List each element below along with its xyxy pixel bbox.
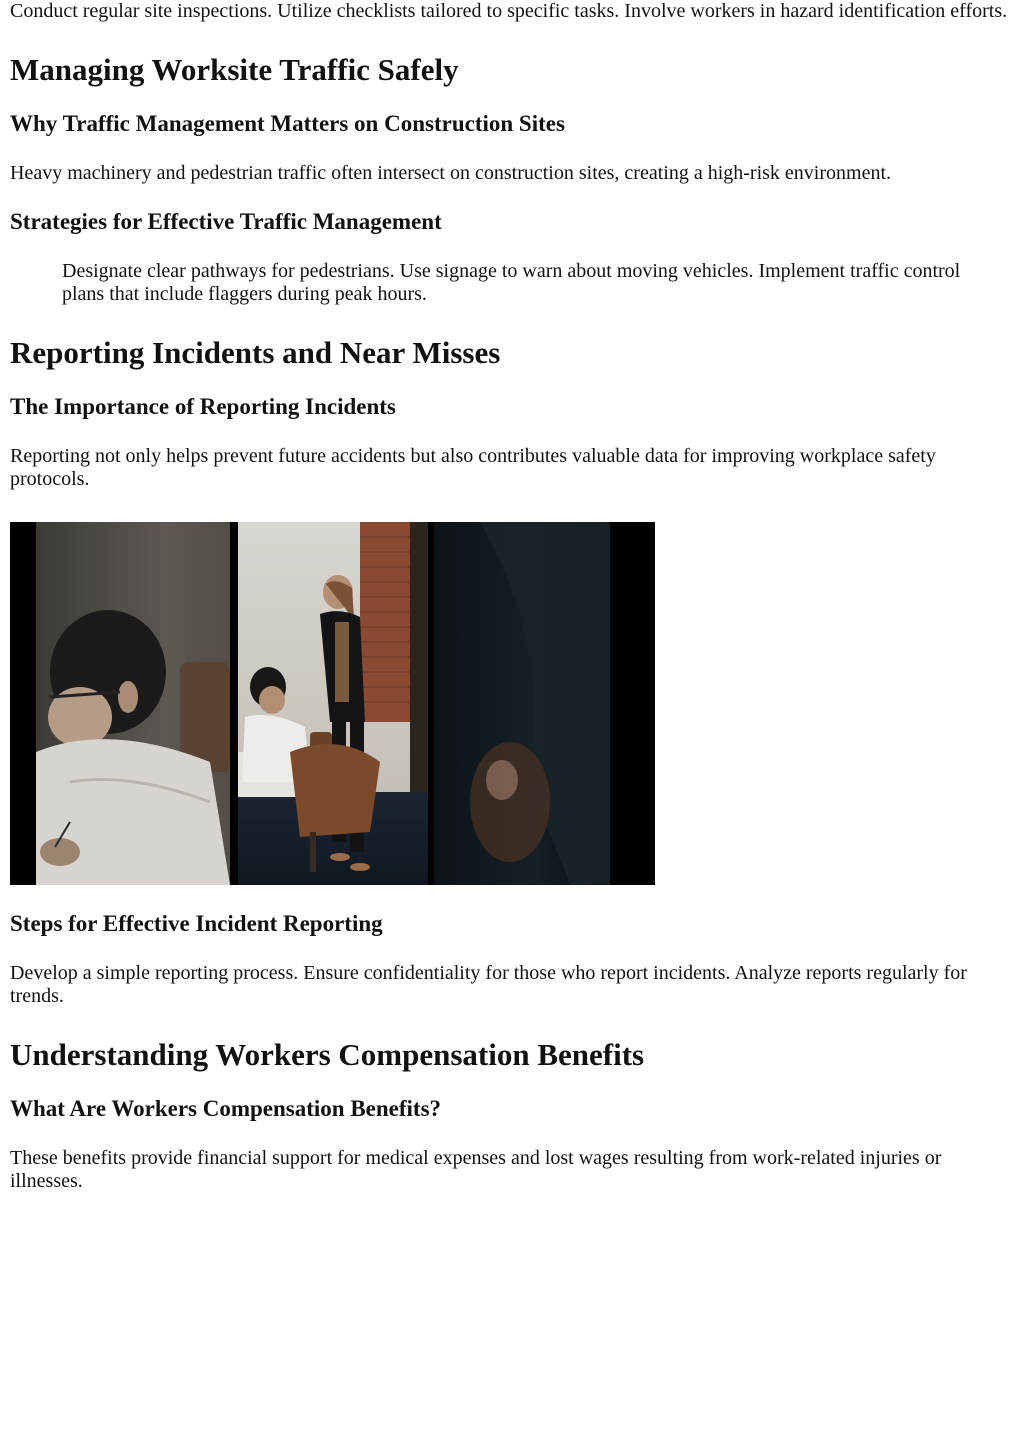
compensation-what-heading: What Are Workers Compensation Benefits? — [10, 1096, 442, 1121]
reporting-importance-paragraph: Reporting not only helps prevent future accidents but also contributes valuable data for improving workplace safety protocols. — [10, 445, 936, 490]
reporting-steps-heading: Steps for Effective Incident Reporting — [10, 911, 383, 936]
traffic-why-paragraph: Heavy machinery and pedestrian traffic often intersect on construction sites, creating a high-risk environment. — [10, 162, 891, 184]
traffic-section-heading: Managing Worksite Traffic Safely — [10, 52, 459, 87]
traffic-why-heading: Why Traffic Management Matters on Construction Sites — [10, 111, 565, 136]
reporting-section-heading: Reporting Incidents and Near Misses — [10, 335, 501, 370]
compensation-section-heading: Understanding Workers Compensation Benefits — [10, 1037, 645, 1072]
intro-paragraph: Conduct regular site inspections. Utilize checklists tailored to specific tasks. Involve workers in hazard identification efforts. — [10, 0, 1008, 22]
article-content — [10, 0, 1010, 1193]
traffic-strategies-paragraph: Designate clear pathways for pedestrians. Use signage to warn about moving vehicles. Implement traffic control plans that include flaggers during peak hours. — [62, 260, 961, 305]
reporting-steps-paragraph: Develop a simple reporting process. Ensure confidentiality for those who report incidents. Analyze reports regularly for trends. — [10, 962, 967, 1007]
traffic-strategies-blockquote — [62, 260, 1010, 306]
office-meeting-photo — [10, 522, 655, 885]
compensation-what-paragraph: These benefits provide financial support for medical expenses and lost wages resulting from work-related injuries or illnesses. — [10, 1147, 942, 1192]
traffic-strategies-heading: Strategies for Effective Traffic Management — [10, 209, 442, 234]
reporting-importance-heading: The Importance of Reporting Incidents — [10, 394, 396, 419]
